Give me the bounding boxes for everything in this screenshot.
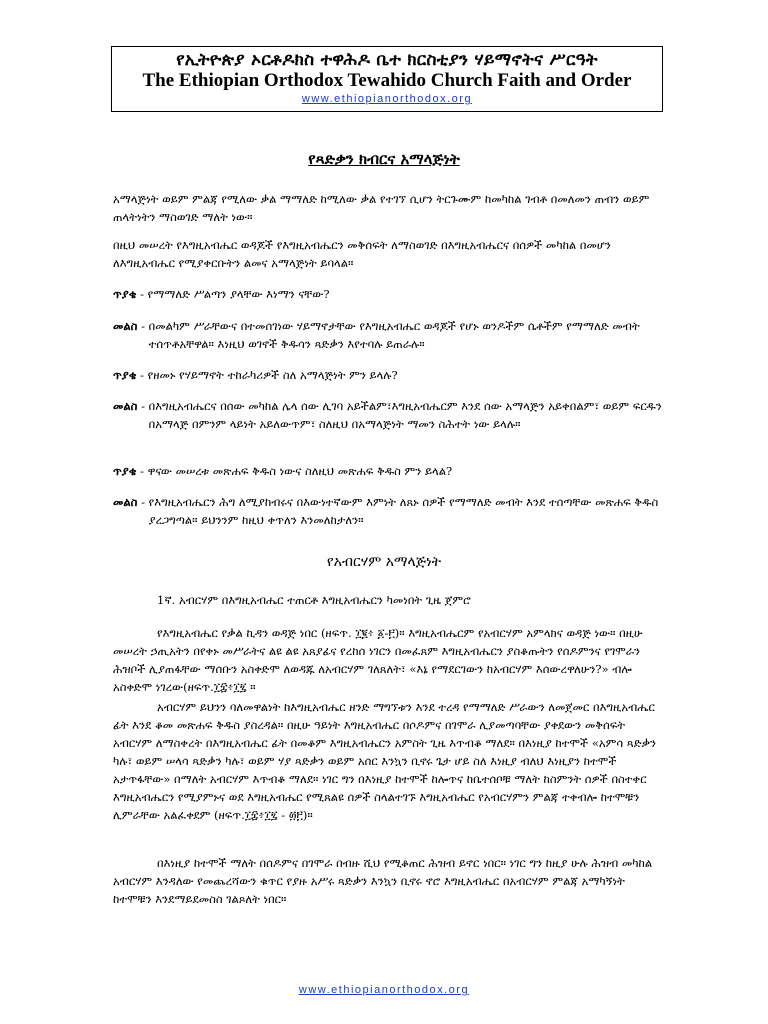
section-title-abraham: የአብርሃም አማላጅነት	[326, 554, 442, 570]
intro-paragraph: አማላጅነት ወይም ምልጃ የሚለው ቃል ማማለድ ከሚለው ቃል የተገኘ ሲሆን ትርጉሙም ከመካከል ገብቶ በመለመን ጠብን ወይም ጠላትነትን ማስወገድ ማለት ነው።	[113, 192, 650, 224]
answer-label: መልስ	[113, 319, 138, 333]
answer-label: መልስ	[113, 399, 138, 413]
question-text: ዋናው መሠረቱ መጽሐፍ ቅዱስ ነውና ስለዚህ መጽሐፍ ቅዱስ ምን ይላል?	[147, 464, 453, 478]
question-2: ጥያቄ - የዘመኑ የሃይማኖት ተከራካሪዎች ስለ አማላጅነት ምን ይላሉ?	[113, 366, 673, 384]
answer-1: መልስ - በመልካም ሥራቸውና በተመሰገነው ሃይማኖታቸው የእግዚአብሔር ወዳጆች የሆኑ ወንዶችም ሴቶችም የማማለድ መብት ተሰጥቶአቸዋል። እነዚህ ወገኖች ቅዱሳን ጻድቃን እየተባሉ ይጠራሉ።	[113, 317, 673, 353]
section-title-saints: የጻድቃን ክብርና አማላጅነት	[308, 150, 460, 168]
header-website-link[interactable]: www.ethiopianorthodox.org	[301, 93, 473, 105]
question-3: ጥያቄ - ዋናው መሠረቱ መጽሐፍ ቅዱስ ነውና ስለዚህ መጽሐፍ ቅዱስ ምን ይላል?	[113, 462, 673, 480]
footer-website-link[interactable]: www.ethiopianorthodox.org	[298, 984, 470, 996]
abraham-paragraph-1: የእግዚአብሔር የቃል ኪዳን ወዳጅ ነበር (ዘፍጥ. ፲፪፥ ፩-፫)። እግዚአብሔርም የአብርሃም አምላክና ወዳጅ ነው። በዚሁ መሠረት ኃጢአትን በየቀኑ መሥራትና ልዩ ልዩ አጸያፊና የረከሰ ነገርን በመፈጸም እግዚአብሔርን ያስቆጡትን የሰዶምንና የገሞራን ሕዝቦች ሊያጠፋቸው ማሰቡን አስቀድሞ ለወዳጁ ለአብርሃም ገለጸለት፣ «እኔ የማደርገውን ከአብርሃም እሰውረዋለሁን?» ብሎ አስቀድሞ ነገረው(ዘፍጥ.፲፰፥፲፯ ።	[113, 626, 643, 694]
document-header	[111, 46, 663, 112]
answer-3: መልስ - የእግዚአብሔርን ሕግ ለሚያከብሩና በእውነተኛውም እምነት ለጸኑ ሰዎች የማማለድ መብት እንደ ተሰጣቸው መጽሐፍ ቅዱስ ያረጋግጣል። ይህንንም ከዚህ ቀጥለን እንመለከታለን።	[113, 493, 673, 529]
question-text: የማማለድ ሥልጣን ያላቸው እነማን ናቸው?	[147, 287, 330, 301]
abraham-paragraph-3: በእነዚያ ከተሞች ማለት በሰዶምና በገሞራ በብዙ ሺህ የሚቆጠር ሕዝብ ይኖር ነበር። ነገር ግን ከዚያ ሁሉ ሕዝብ መካከል አብርሃም እንዳለው የመጨረሻውን ቁጥር የያዙ አሥሩ ጻድቃን እንኳን ቢኖሩ ኖሮ እግዚአብሔር በአብርሃም ምልጃ አማካኝነት ከተሞቹን እንደማይደመስስ ገልጾለት ነበር።	[113, 856, 653, 906]
question-label: ጥያቄ	[113, 287, 137, 301]
definition-paragraph: በዚህ መሠረት የእግዚአብሔር ወዳጆች የእግዚአብሔርን መቅሰፍት ለማስወገድ በእግዚአብሔርና በሰዎች መካከል በመሆን ለእግዚአብሔር የሚያቀርቡትን ልመና አማላጅነት ይባላል።	[113, 238, 611, 270]
question-text: የዘመኑ የሃይማኖት ተከራካሪዎች ስለ አማላጅነት ምን ይላሉ?	[147, 368, 398, 382]
page-footer	[0, 978, 768, 997]
header-title-english: The Ethiopian Orthodox Tewahido Church Faith and Order	[142, 70, 632, 91]
answer-text: የእግዚአብሔርን ሕግ ለሚያከብሩና በእውነተኛውም እምነት ለጸኑ ሰዎች የማማለድ መብት እንደ ተሰጣቸው መጽሐፍ ቅዱስ ያረጋግጣል። ይህንንም ከዚህ ቀጥለን እንመለከታለን።	[148, 495, 659, 527]
question-label: ጥያቄ	[113, 464, 137, 478]
answer-label: መልስ	[113, 495, 138, 509]
answer-text: በእግዚአብሔርና በሰው መካከል ሌላ ሰው ሊገባ አይችልም፣እግዚአብሔርም እንደ ሰው አማላጅን አይቀበልም፣ ወይም ፍርዱን በአማላጅ በምንም ላይነት አይለውጥም፣ ስለዚህ በአማላጅነት ማመን ስሕተት ነው ይላሉ።	[148, 399, 662, 431]
abraham-subtitle: 1ኛ. አብርሃም በእግዚአብሔር ተጠርቶ እግዚአብሔርን ካመነበት ጊዜ ጀምሮ	[157, 593, 471, 607]
question-label: ጥያቄ	[113, 368, 137, 382]
answer-2: መልስ - በእግዚአብሔርና በሰው መካከል ሌላ ሰው ሊገባ አይችልም፣እግዚአብሔርም እንደ ሰው አማላጅን አይቀበልም፣ ወይም ፍርዱን በአማላጅ በምንም ላይነት አይለውጥም፣ ስለዚህ በአማላጅነት ማመን ስሕተት ነው ይላሉ።	[113, 397, 673, 433]
abraham-paragraph-2: አብርሃም ይህንን ባለመዋልነት ከእግዚአብሔር ዘንድ ማግኘቱን እንደ ተረዳ የማማለድ ሥራውን ለመጀመር በእግዚአብሔር ፊት እንደ ቆመ መጽሐፍ ቅዱስ ያስረዳል። በዚሁ ዓይነት እግዚአብሔር በሶዶምና በገሞራ ሊያመጣባቸው ያቀደውን መቅሰፍት አብርሃም ለማስቀረት በእግዚአብሔር ፊት በመቆም እግዚአብሔርን አምስት ጊዜ እጥብቆ ማለደ። በእነዚያ ከተሞች «አምሳ ጻድቃን ካሉ፣ ወይም ሠላሳ ጻድቃን ካሉ፣ ወይም ሃያ ጻድቃን ወይም አሰር እንኳን ቢኖሩ ጌታ ሆይ ስለ እነዚያ ብለህ እነዚያን ከተሞች አታጥፋቸው» በማለት አብርሃም እጥብቆ ማለደ። ነገር ግን በእነዚያ ከተሞች ከሎጥና ከቤተሰቦቹ ማለት ከስምንት ሰዎች በስተቀር እግዚአብሔርን የሚያምኑና ወደ እግዚአብሔር የሚጸልዩ ሰዎች ስላልተገኙ እግዚአብሔር የአብርሃምን ምልጃ ተቀብሎ ከተሞቹን ሊምራቸው አልፈቀደም (ዘፍጥ.፲፰፥፲፯ - ፴፫)።	[113, 700, 657, 822]
answer-text: በመልካም ሥራቸውና በተመሰገነው ሃይማኖታቸው የእግዚአብሔር ወዳጆች የሆኑ ወንዶችም ሴቶችም የማማለድ መብት ተሰጥቶአቸዋል። እነዚህ ወገኖች ቅዱሳን ጻድቃን እየተባሉ ይጠራሉ።	[148, 319, 640, 351]
question-1: ጥያቄ - የማማለድ ሥልጣን ያላቸው እነማን ናቸው?	[113, 285, 673, 303]
header-title-amharic: የኢትዮጵያ ኦርቶዶክስ ተዋሕዶ ቤተ ክርስቲያን ሃይማኖትና ሥርዓት	[176, 50, 598, 70]
